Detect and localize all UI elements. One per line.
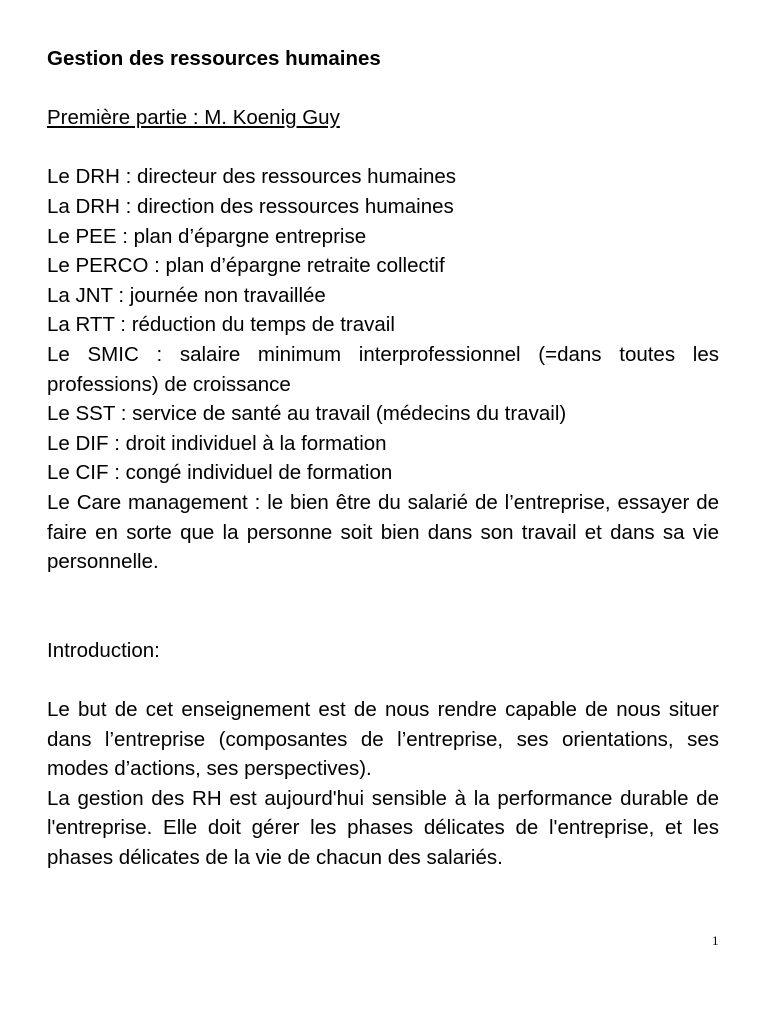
definition-item: Le CIF : congé individuel de formation — [47, 461, 393, 485]
definition-item: Le SMIC : salaire minimum interprofessionnel (=dans toutes les professions) de croissance — [47, 342, 719, 396]
document-subtitle: Première partie : M. Koenig Guy — [47, 106, 340, 130]
introduction-paragraph: La gestion des RH est aujourd'hui sensible à la performance durable de l'entreprise. Elle doit gérer les phases délicates de l'entreprise, et les phases délicates de la vie de chacun des salariés. — [47, 786, 719, 870]
definitions-list — [47, 162, 719, 576]
definition-item: Le PEE : plan d’épargne entreprise — [47, 224, 367, 248]
definition-item: Le Care management : le bien être du salarié de l’entreprise, essayer de faire en sorte que la personne soit bien dans son travail et dans sa vie personnelle. — [47, 490, 719, 574]
definition-item: La DRH : direction des ressources humaines — [47, 194, 454, 218]
definition-item: La JNT : journée non travaillée — [47, 283, 326, 307]
definition-item: Le SST : service de santé au travail (médecins du travail) — [47, 402, 567, 426]
introduction-section — [47, 695, 719, 873]
document-title: Gestion des ressources humaines — [47, 47, 381, 70]
definition-item: Le PERCO : plan d’épargne retraite collectif — [47, 254, 445, 278]
definition-item: Le DIF : droit individuel à la formation — [47, 431, 387, 455]
page-number: 1 — [712, 933, 719, 948]
document-body — [47, 44, 719, 873]
introduction-paragraph: Le but de cet enseignement est de nous rendre capable de nous situer dans l’entreprise (composantes de l’entreprise, ses orientations, ses modes d’actions, ses perspectives). — [47, 698, 719, 781]
definition-item: Le DRH : directeur des ressources humaines — [47, 165, 457, 189]
definition-item: La RTT : réduction du temps de travail — [47, 313, 395, 337]
introduction-heading: Introduction: — [47, 638, 160, 662]
